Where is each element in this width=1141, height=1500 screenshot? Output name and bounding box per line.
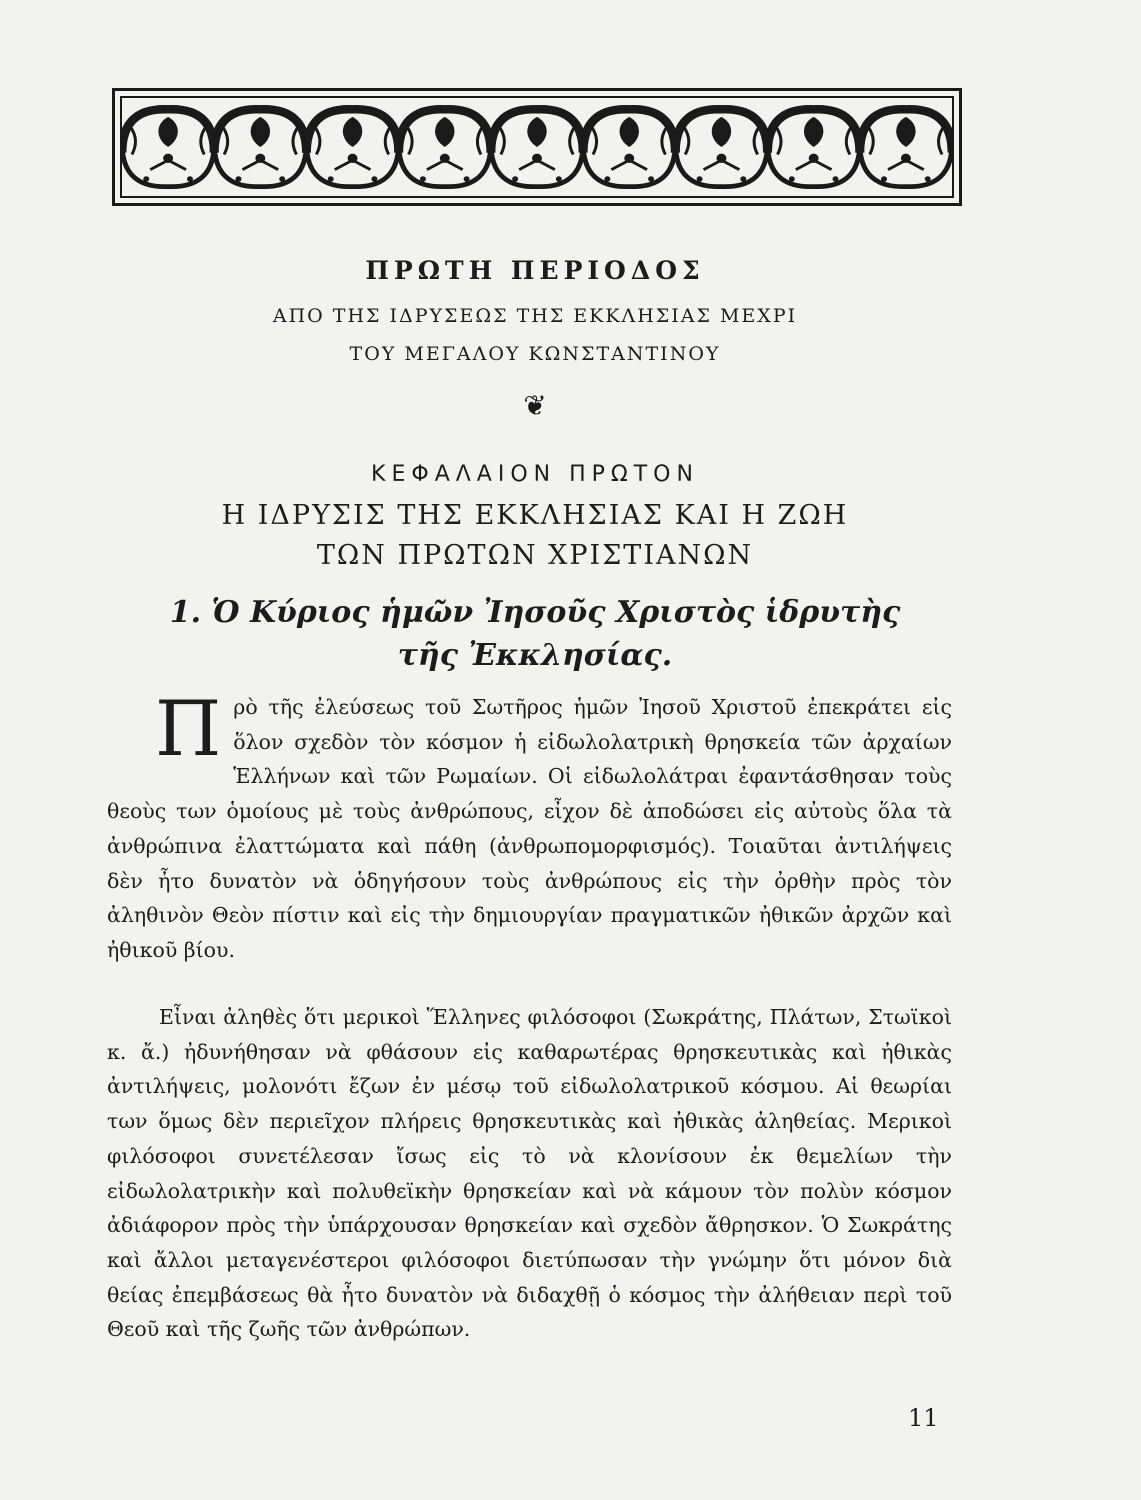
period-subtitle-line2: ΤΟΥ ΜΕΓΑΛΟΥ ΚΩΝΣΤΑΝΤΙΝΟΥ — [349, 343, 721, 365]
paragraph-2 — [107, 1000, 952, 1347]
period-title: ΠΡΩΤΗ ΠΕΡΙΟΔΟΣ — [365, 256, 705, 285]
chapter-title-line1: Η ΙΔΡΥΣΙΣ ΤΗΣ ΕΚΚΛΗΣΙΑΣ ΚΑΙ Η ΖΩΗ — [221, 500, 849, 531]
chapter-title-line2: ΤΩΝ ΠΡΩΤΩΝ ΧΡΙΣΤΙΑΝΩΝ — [316, 540, 754, 571]
section-title-line2: τῆς Ἐκκλησίας. — [397, 638, 673, 673]
fleuron-icon: ❦ — [523, 389, 547, 422]
paragraph-1 — [107, 684, 952, 968]
ornament-pattern — [122, 98, 952, 196]
chapter-label: ΚΕΦΑΛΑΙΟΝ ΠΡΩΤΟΝ — [371, 462, 699, 487]
period-subtitle-line1: ΑΠΟ ΤΗΣ ΙΔΡΥΣΕΩΣ ΤΗΣ ΕΚΚΛΗΣΙΑΣ ΜΕΧΡΙ — [272, 305, 798, 327]
ornamental-band-icon — [112, 88, 962, 206]
ornament-inner-border — [120, 96, 954, 198]
section-title-line1: 1. Ὁ Κύριος ἡμῶν Ἰησοῦς Χριστὸς ἱδρυτὴς — [169, 595, 901, 630]
page-number: 11 — [908, 1404, 939, 1432]
drop-cap: Π — [155, 684, 222, 773]
paragraph-2-text: Εἶναι ἀληθὲς ὅτι μερικοὶ Ἕλληνες φιλόσοφοι (Σωκράτης, Πλάτων, Στωϊκοὶ κ. ἄ.) ἠδυνήθησαν νὰ φθάσουν εἰς καθαρωτέρας θρησκευτικὰς καὶ ἠθικὰς ἀντιλήψεις, μολονότι ἔζων ἐν μέσῳ τοῦ εἰδωλολατρικοῦ κόσμου. Αἱ θεωρίαι των ὅμως δὲν περιεῖχον πλήρεις θρησκευτικὰς καὶ ἠθικὰς ἀληθείας. Μερικοὶ φιλόσοφοι συνετέλεσαν ἴσως εἰς τὸ νὰ κλονίσουν ἐκ θεμελίων τὴν εἰδωλολατρικὴν καὶ πολυθεϊκὴν θρησκείαν καὶ νὰ κάμουν τὸν πολὺν κόσμον ἀδιάφορον πρὸς τὴν ὑπάρχουσαν θρησκείαν καὶ σχεδὸν ἄθρησκον. Ὁ Σωκράτης καὶ ἄλλοι μεταγενέστεροι φιλόσοφοι διετύπωσαν τὴν γνώμην ὅτι μόνον διὰ θείας ἐπεμβάσεως θὰ ἦτο δυνατὸν νὰ διδαχθῇ ὁ κόσμος τὴν ἀλήθειαν περὶ τοῦ Θεοῦ καὶ τῆς ζωῆς τῶν ἀνθρώπων. — [107, 1005, 952, 1342]
paragraph-1-text: ρὸ τῆς ἐλεύσεως τοῦ Σωτῆρος ἡμῶν Ἰησοῦ Χριστοῦ ἐπεκράτει εἰς ὅλον σχεδὸν τὸν κόσμον ἡ εἰδωλολατρικὴ θρησκεία τῶν ἀρχαίων Ἑλλήνων καὶ τῶν Ρωμαίων. Οἱ εἰδωλολάτραι ἐφαντάσθησαν τοὺς θεοὺς των ὁμοίους μὲ τοὺς ἀνθρώπους, εἶχον δὲ ἀποδώσει εἰς αὐτοὺς ὅλα τὰ ἀνθρώπινα ἐλαττώματα καὶ πάθη (ἀνθρωπομορφισμός). Τοιαῦται ἀντιλήψεις δὲν ἦτο δυνατὸν νὰ ὁδηγήσουν τοὺς ἀνθρώπους εἰς τὴν ὀρθὴν πρὸς τὸν ἀληθινὸν Θεὸν πίστιν καὶ εἰς τὴν δημιουργίαν πραγματικῶν ἠθικῶν ἀρχῶν καὶ ἠθικοῦ βίου. — [107, 695, 952, 962]
